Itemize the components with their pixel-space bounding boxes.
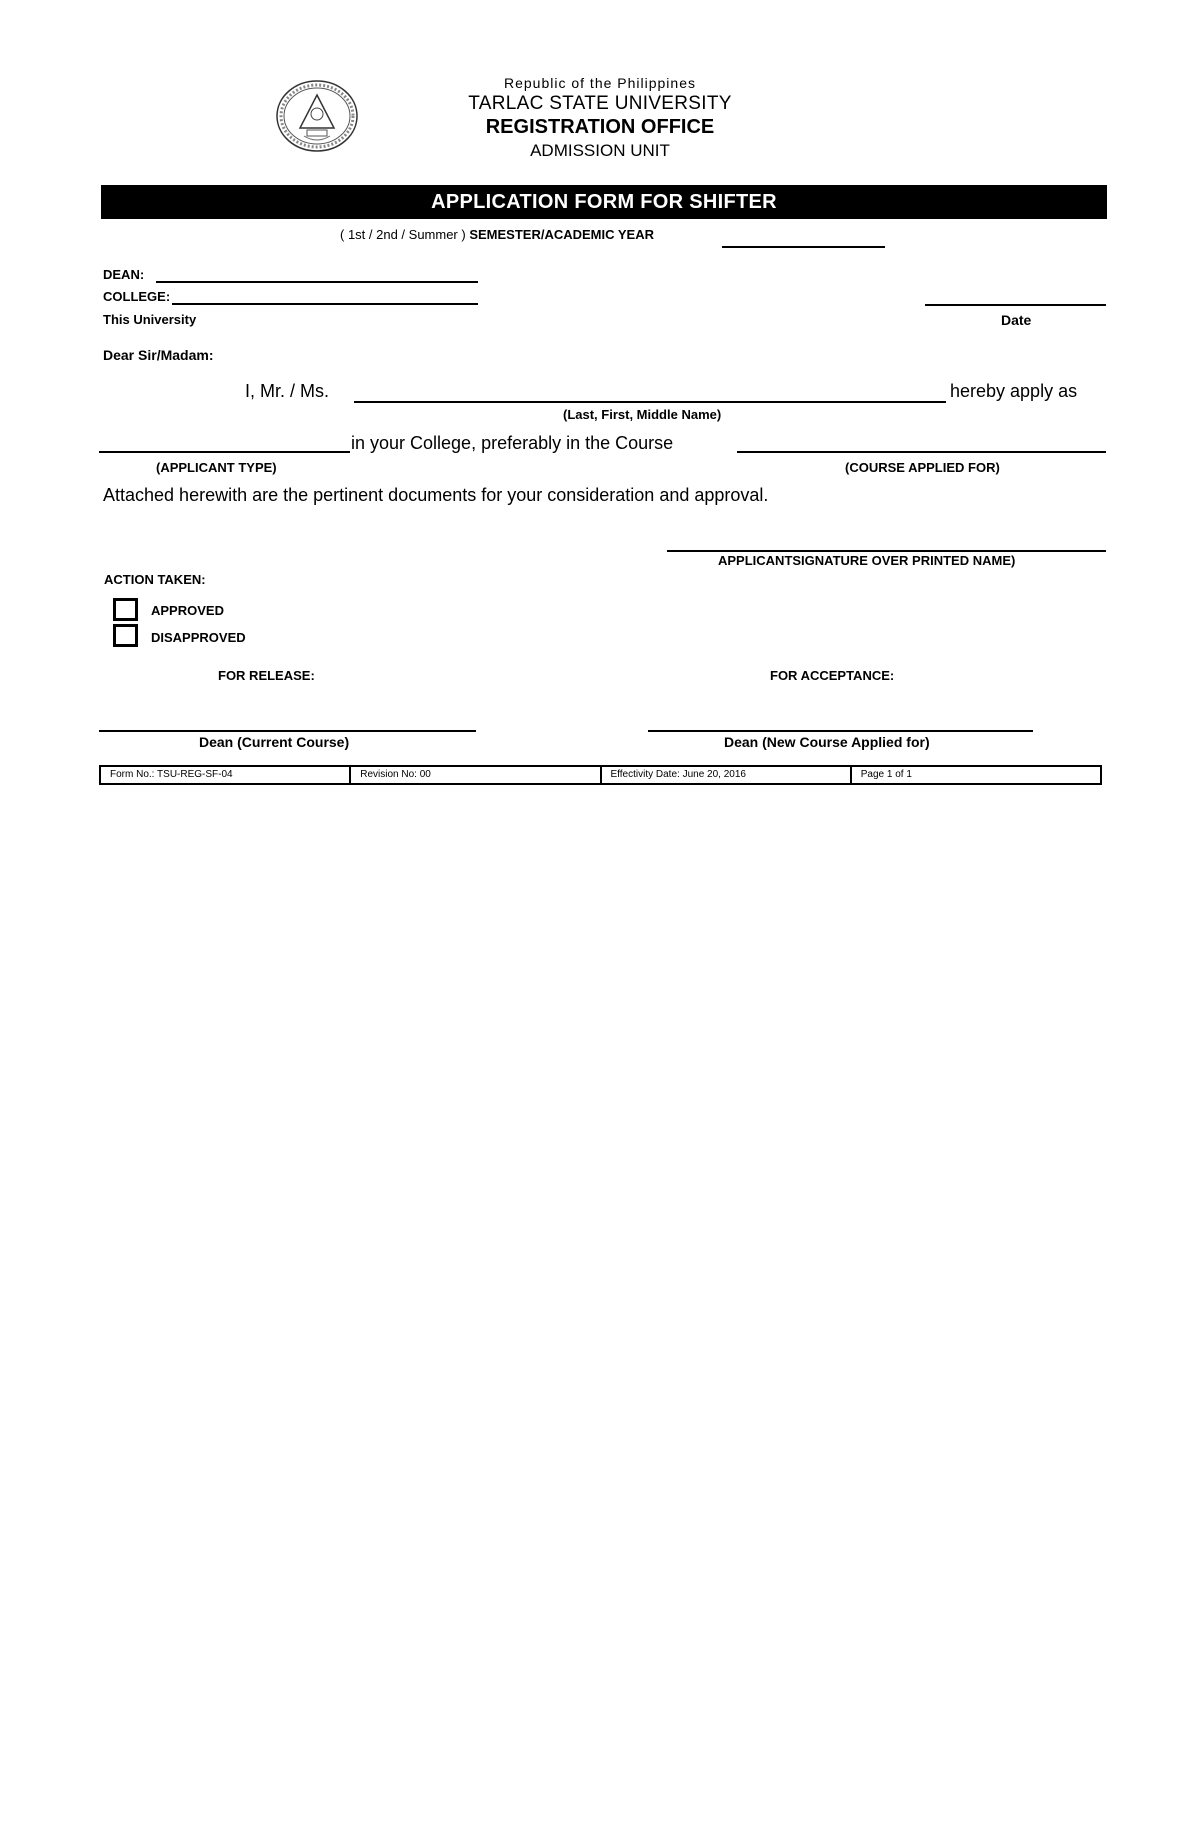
form-title: APPLICATION FORM FOR SHIFTER xyxy=(101,185,1107,219)
office-name: REGISTRATION OFFICE xyxy=(485,116,715,138)
dean-current-caption: Dean (Current Course) xyxy=(199,734,350,750)
college-field[interactable] xyxy=(172,303,478,305)
disapproved-label: DISAPPROVED xyxy=(151,630,246,645)
dean-new-caption: Dean (New Course Applied for) xyxy=(724,734,930,750)
intro-text: I, Mr. / Ms. xyxy=(245,381,329,401)
course-caption: (COURSE APPLIED FOR) xyxy=(845,460,1000,475)
effectivity-date: Effectivity Date: June 20, 2016 xyxy=(602,767,852,783)
approved-checkbox[interactable] xyxy=(113,598,138,621)
applicant-signature-field[interactable] xyxy=(667,550,1106,552)
semester-options-text: ( 1st / 2nd / Summer ) xyxy=(340,227,466,242)
applicant-name-field[interactable] xyxy=(354,401,946,403)
academic-year-field[interactable] xyxy=(722,246,885,248)
approved-label: APPROVED xyxy=(151,603,224,618)
page-number: Page 1 of 1 xyxy=(860,769,912,780)
hereby-text: hereby apply as xyxy=(950,381,1078,401)
form-footer xyxy=(99,765,1102,785)
university-name: TARLAC STATE UNIVERSITY xyxy=(468,93,732,114)
for-acceptance-label: FOR ACCEPTANCE: xyxy=(770,668,895,683)
dean-current-signature-field[interactable] xyxy=(99,730,476,732)
applicant-type-field[interactable] xyxy=(99,451,350,453)
revision-number: Revision No: 00 xyxy=(351,767,601,783)
attached-text: Attached herewith are the pertinent documents for your consideration and approval. xyxy=(103,485,769,505)
action-taken-label: ACTION TAKEN: xyxy=(104,572,206,587)
in-college-text: in your College, preferably in the Course xyxy=(351,433,674,453)
date-label: Date xyxy=(1001,312,1032,328)
college-label: COLLEGE: xyxy=(103,289,171,304)
republic-text: Republic of the Philippines xyxy=(504,75,696,91)
unit-name: ADMISSION UNIT xyxy=(530,141,670,160)
course-applied-field[interactable] xyxy=(737,451,1106,453)
for-release-label: FOR RELEASE: xyxy=(218,668,315,683)
signature-caption: APPLICANTSIGNATURE OVER PRINTED NAME) xyxy=(718,553,1016,568)
dean-label: DEAN: xyxy=(103,267,145,282)
form-number: Form No.: TSU-REG-SF-04 xyxy=(101,767,351,783)
dean-new-signature-field[interactable] xyxy=(648,730,1033,732)
name-caption: (Last, First, Middle Name) xyxy=(563,407,722,422)
dean-field[interactable] xyxy=(156,281,478,283)
semester-label: SEMESTER/ACADEMIC YEAR xyxy=(469,227,655,242)
disapproved-checkbox[interactable] xyxy=(113,624,138,647)
date-field[interactable] xyxy=(925,304,1106,306)
applicant-type-caption: (APPLICANT TYPE) xyxy=(156,460,277,475)
semester-options xyxy=(340,228,654,241)
this-university-label: This University xyxy=(103,312,197,327)
salutation: Dear Sir/Madam: xyxy=(103,347,214,363)
